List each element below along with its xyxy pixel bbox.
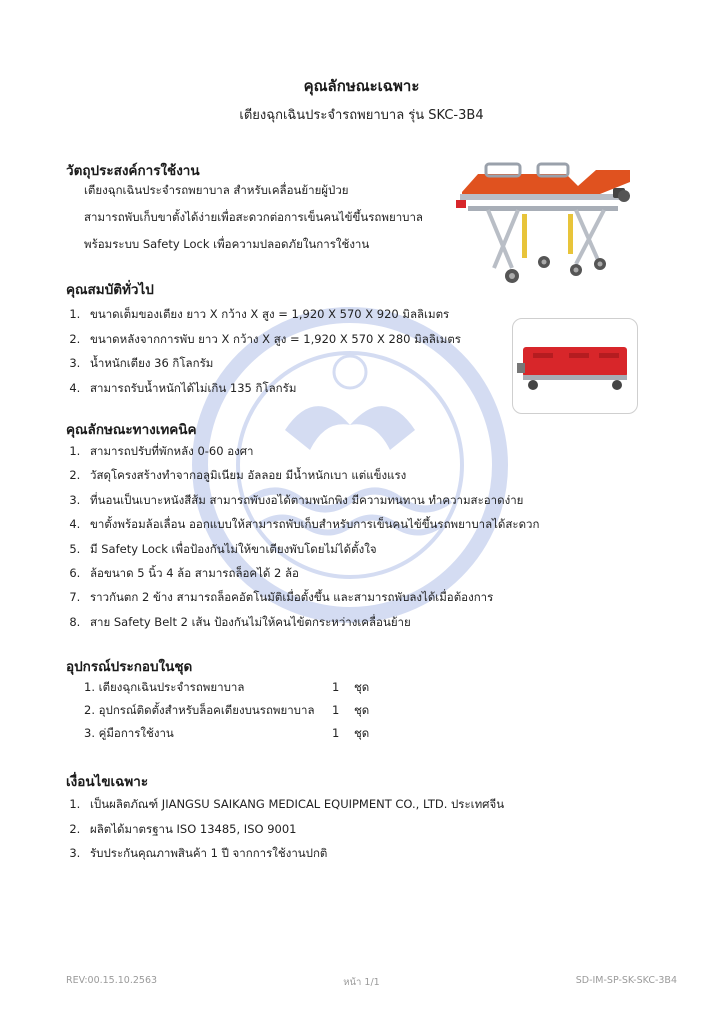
kit-qty: 1: [332, 680, 340, 694]
technical-item: 7. ราวกันตก 2 ข้าง สามารถล็อคอัตโนมัติเมื่อตั้งขึ้น และสามารถพับลงได้เมื่อต้องการ: [84, 585, 539, 609]
kit-unit: ชุด: [354, 680, 370, 694]
kit-name: เตียงฉุกเฉินประจำรถพยาบาล: [98, 680, 245, 694]
footer-revision: REV:00.15.10.2563: [66, 975, 158, 986]
condition-item: 1. เป็นผลิตภัณฑ์ JIANGSU SAIKANG MEDICAL EQUIPMENT CO., LTD. ประเทศจีน: [84, 792, 504, 817]
kit-name: คู่มือการใช้งาน: [98, 726, 174, 740]
kit-no: 1.: [84, 680, 95, 694]
general-item: 3. น้ำหนักเตียง 36 กิโลกรัม: [84, 351, 461, 376]
page-subtitle: เตียงฉุกเฉินประจำรถพยาบาล รุ่น SKC-3B4: [239, 108, 484, 123]
kit-unit: ชุด: [354, 703, 370, 717]
condition-item: 2. ผลิตได้มาตรฐาน ISO 13485, ISO 9001: [84, 817, 504, 842]
purpose-line: สามารถพับเก็บขาตั้งได้ง่ายเพื่อสะดวกต่อการเข็นคนไข้ขึ้นรถพยาบาล: [84, 210, 423, 224]
folded-stretcher-photo: [513, 319, 637, 413]
general-item: 4. สามารถรับน้ำหนักได้ไม่เกิน 135 กิโลกรัม: [84, 376, 461, 401]
condition-item: 3. รับประกันคุณภาพสินค้า 1 ปี จากการใช้งานปกติ: [84, 841, 504, 866]
kit-unit: ชุด: [354, 726, 370, 740]
purpose-line: เตียงฉุกเฉินประจำรถพยาบาล สำหรับเคลื่อนย้ายผู้ป่วย: [84, 183, 349, 197]
folded-stretcher-photo-frame: [512, 318, 638, 414]
section-heading-kit: อุปกรณ์ประกอบในชุด: [66, 659, 193, 675]
technical-item: 2. วัสดุโครงสร้างทำจากอลูมิเนียม อัลลอย มีน้ำหนักเบา แต่แข็งแรง: [84, 463, 539, 487]
technical-item: 4. ขาตั้งพร้อมล้อเลื่อน ออกแบบให้สามารถพับเก็บสำหรับการเข็นคนไข้ขึ้นรถพยาบาลได้สะดวก: [84, 512, 539, 536]
technical-item: 5. มี Safety Lock เพื่อป้องกันไม่ให้ขาเตียงพับโดยไม่ได้ตั้งใจ: [84, 537, 539, 561]
technical-list: [60, 439, 539, 634]
technical-item: 8. สาย Safety Belt 2 เส้น ป้องกันไม่ให้คนไข้ตกระหว่างเคลื่อนย้าย: [84, 610, 539, 634]
technical-item: 1. สามารถปรับที่พักหลัง 0-60 องศา: [84, 439, 539, 463]
section-heading-purpose: วัตถุประสงค์การใช้งาน: [66, 163, 200, 179]
kit-no: 3.: [84, 726, 95, 740]
section-heading-general: คุณสมบัติทั่วไป: [66, 282, 154, 298]
kit-qty: 1: [332, 726, 340, 740]
conditions-list: [60, 792, 504, 866]
section-heading-technical: คุณลักษณะทางเทคนิค: [66, 422, 197, 438]
footer-document-code: SD-IM-SP-SK-SKC-3B4: [575, 975, 677, 986]
technical-item: 3. ที่นอนเป็นเบาะหนังสีส้ม สามารถพับงอได้ตามพนักพิง มีความทนทาน ทำความสะอาดง่าย: [84, 488, 539, 512]
kit-name: อุปกรณ์ติดตั้งสำหรับล็อคเตียงบนรถพยาบาล: [98, 703, 315, 717]
kit-qty: 1: [332, 703, 340, 717]
stretcher-photo: [448, 160, 638, 290]
section-heading-conditions: เงื่อนไขเฉพาะ: [66, 774, 149, 790]
technical-item: 6. ล้อขนาด 5 นิ้ว 4 ล้อ สามารถล็อคได้ 2 ล้อ: [84, 561, 539, 585]
page-title: คุณลักษณะเฉพาะ: [303, 77, 420, 95]
footer-page-number: หน้า 1/1: [343, 977, 380, 988]
general-list: [60, 302, 461, 400]
purpose-line: พร้อมระบบ Safety Lock เพื่อความปลอดภัยในการใช้งาน: [84, 237, 370, 251]
kit-no: 2.: [84, 703, 95, 717]
general-item: 2. ขนาดหลังจากการพับ ยาว X กว้าง X สูง = 1,920 X 570 X 280 มิลลิเมตร: [84, 327, 461, 352]
general-item: 1. ขนาดเต็มของเตียง ยาว X กว้าง X สูง = 1,920 X 570 X 920 มิลลิเมตร: [84, 302, 461, 327]
